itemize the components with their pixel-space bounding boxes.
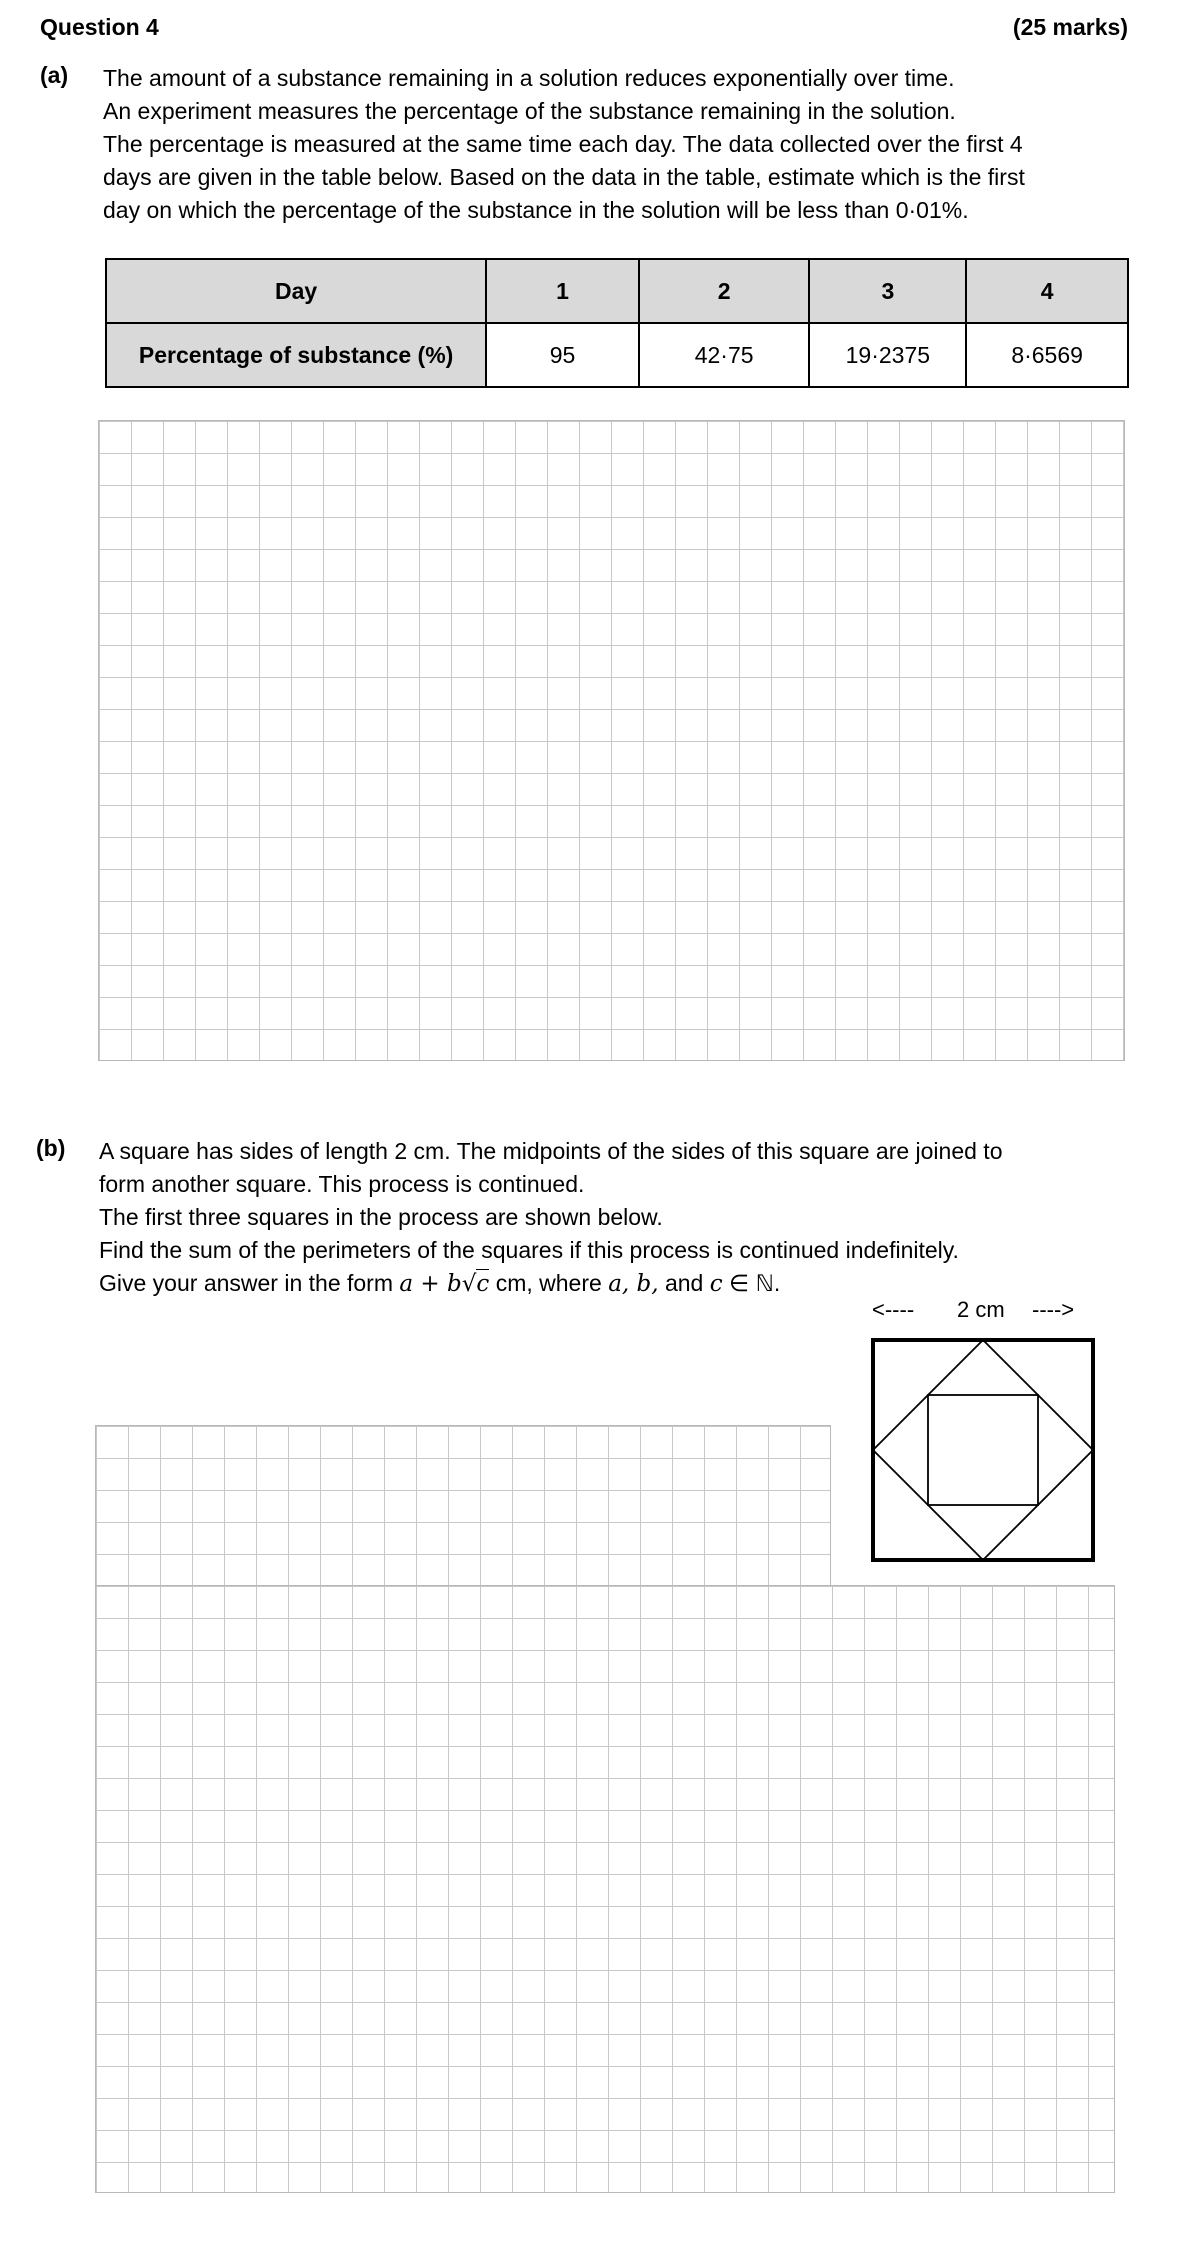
square-outer xyxy=(873,1340,1093,1560)
dimension-right-arrow: ----> xyxy=(1032,1297,1075,1322)
table-cell-day: 3 xyxy=(809,259,966,323)
part-a-line: The amount of a substance remaining in a solution reduces exponentially over time. xyxy=(103,65,955,91)
part-a-text xyxy=(103,62,1025,227)
part-b-line: The first three squares in the process are shown below. xyxy=(99,1204,663,1230)
naturals-symbol: ℕ xyxy=(755,1270,774,1296)
part-b-label: (b) xyxy=(36,1135,66,1161)
data-table xyxy=(105,258,1129,388)
table-cell-percentage: 95 xyxy=(486,323,639,387)
part-a-line: The percentage is measured at the same time each day. The data collected over the first 4 xyxy=(103,131,1023,157)
part-b-line: Find the sum of the perimeters of the squares if this process is continued indefinitely. xyxy=(99,1237,959,1263)
table-cell-percentage: 42·75 xyxy=(639,323,810,387)
table-row xyxy=(106,259,1128,323)
answer-grid-part-b-main[interactable] xyxy=(95,1585,1115,2193)
table-cell-day: 4 xyxy=(966,259,1128,323)
table-row-header: Day xyxy=(106,259,486,323)
question-title: Question 4 xyxy=(40,14,159,40)
part-a-line: An experiment measures the percentage of the substance remaining in the solution. xyxy=(103,98,956,124)
part-a-label: (a) xyxy=(40,62,69,88)
part-b-line: A square has sides of length 2 cm. The midpoints of the sides of this square are joined to xyxy=(99,1138,1003,1164)
answer-grid-part-b-top[interactable] xyxy=(95,1425,831,1586)
part-b-text xyxy=(99,1135,1003,1301)
dimension-label: 2 cm xyxy=(957,1297,1005,1322)
dimension-left-arrow: <---- xyxy=(872,1297,915,1322)
table-row xyxy=(106,323,1128,387)
part-b-line: form another square. This process is continued. xyxy=(99,1171,585,1197)
answer-grid-part-a[interactable] xyxy=(98,420,1125,1061)
table-cell-percentage: 8·6569 xyxy=(966,323,1128,387)
table-cell-day: 2 xyxy=(639,259,810,323)
table-row-header: Percentage of substance (%) xyxy=(106,323,486,387)
part-a-line: day on which the percentage of the substance in the solution will be less than 0·01%. xyxy=(103,197,969,223)
answer-formula: a + b√c xyxy=(399,1271,490,1297)
part-b-answer-form: Give your answer in the form a + b√c cm, where a, b, and c ∈ ℕ. xyxy=(99,1270,781,1297)
square-inner xyxy=(928,1395,1038,1505)
nested-squares-diagram xyxy=(870,1337,1098,1563)
table-cell-percentage: 19·2375 xyxy=(809,323,966,387)
part-a-line: days are given in the table below. Based on the data in the table, estimate which is the first xyxy=(103,164,1025,190)
question-marks: (25 marks) xyxy=(1012,14,1128,40)
table-cell-day: 1 xyxy=(486,259,639,323)
square-middle xyxy=(873,1340,1093,1560)
